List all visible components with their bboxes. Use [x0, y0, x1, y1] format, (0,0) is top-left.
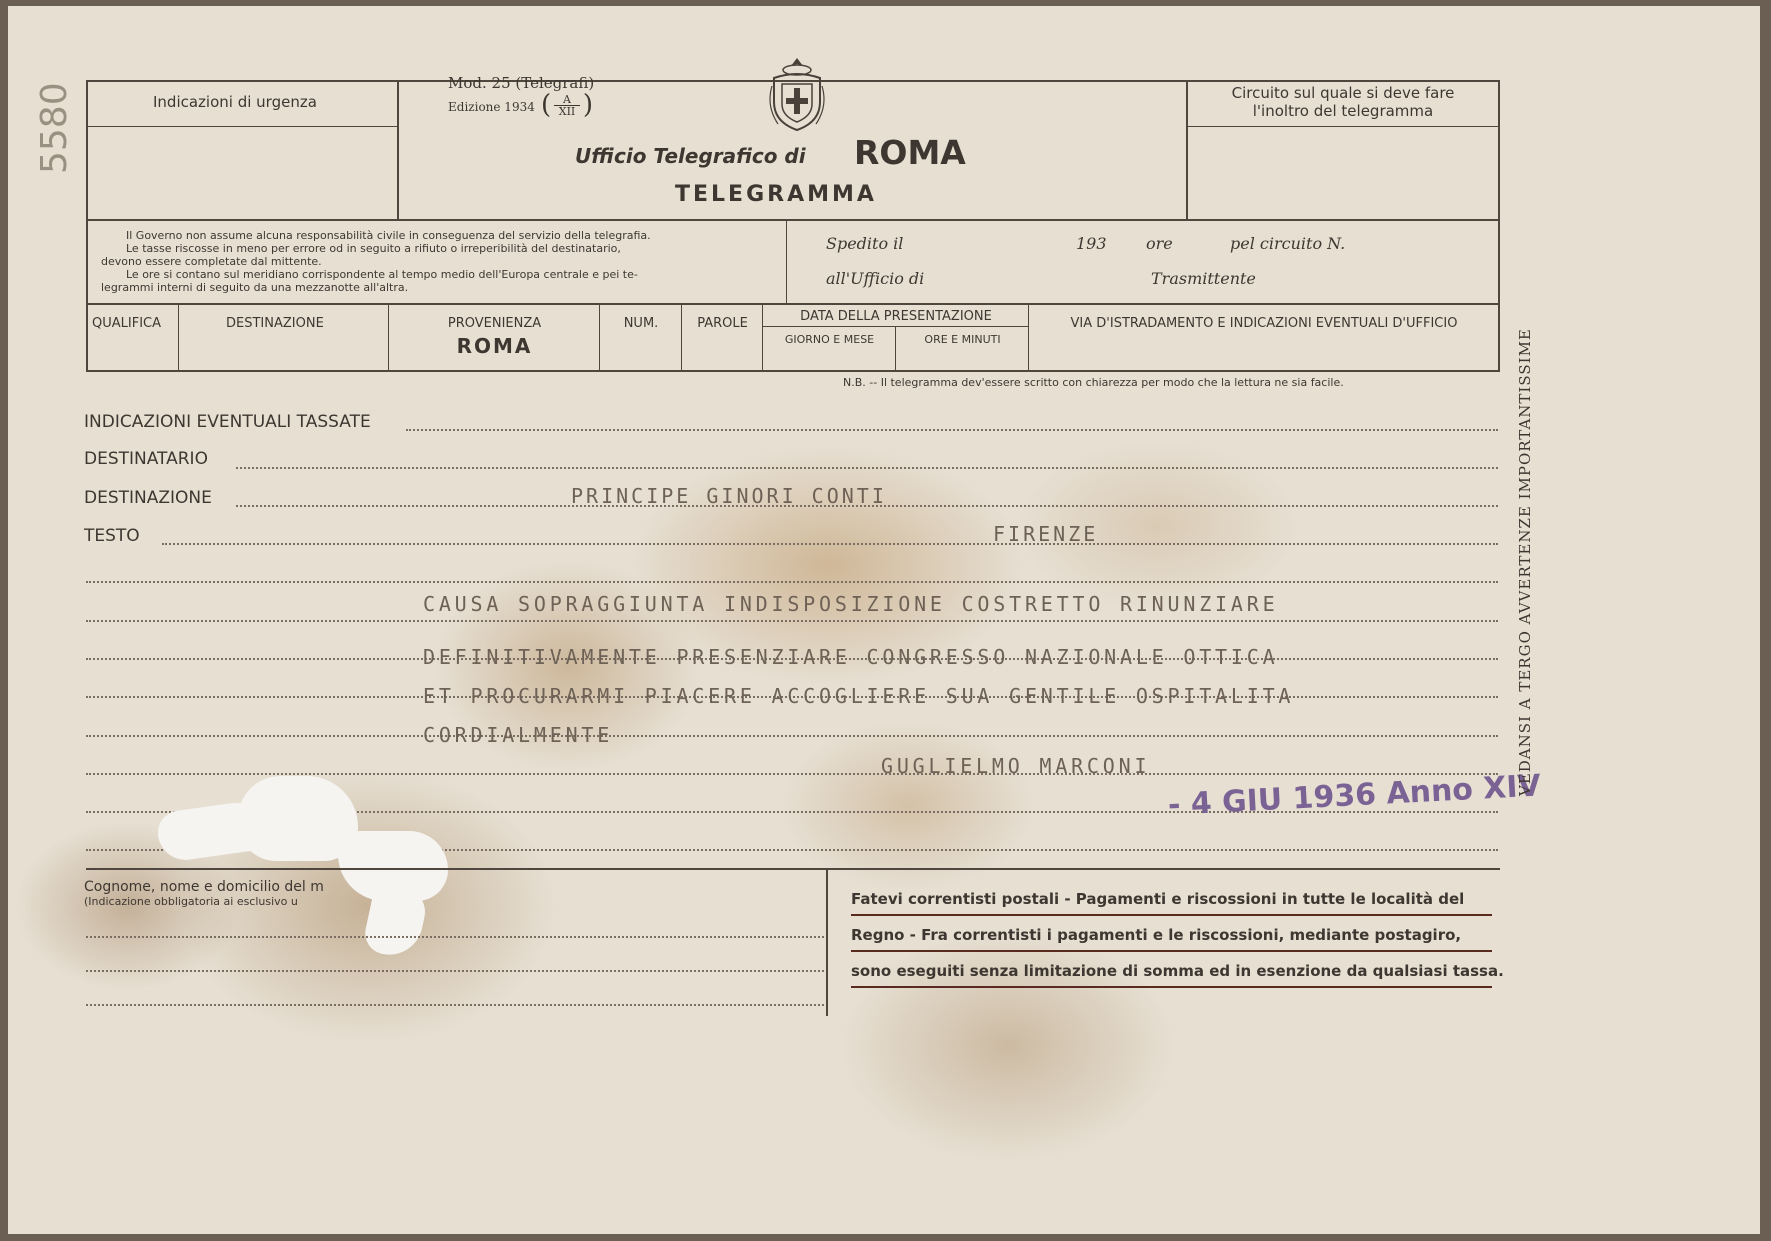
circuit-line-2: l'inoltro del telegramma	[1252, 102, 1434, 120]
text-line-1	[86, 581, 1498, 583]
sender-sub: (Indicazione obbligatoria ai esclusivo u	[84, 895, 298, 908]
ad-rule-2	[851, 950, 1492, 952]
field-destinazione: DESTINAZIONE	[84, 488, 212, 508]
ad-line-1: Fatevi correntisti postali - Pagamenti e riscossioni in tutte le località del	[851, 890, 1465, 908]
coat-of-arms-icon	[768, 56, 826, 134]
disclaimer-line-1: Il Governo non assume alcuna responsabilità civile in conseguenza del servizio della telegrafia.	[126, 229, 651, 242]
sent-label: Spedito il	[826, 234, 904, 253]
col-qualifica: QUALIFICA	[92, 316, 161, 331]
ad-rule-1	[851, 914, 1492, 916]
typed-line-1: CAUSA SOPRAGGIUNTA INDISPOSIZIONE COSTRETTO RINUNZIARE	[423, 592, 1279, 616]
col-provenienza: PROVENIENZA	[447, 316, 542, 331]
legibility-note: N.B. -- Il telegramma dev'essere scritto con chiarezza per modo che la lettura ne sia facile.	[843, 376, 1344, 389]
col-parole: PAROLE	[697, 316, 748, 331]
edition-fraction: ( A XII )	[541, 90, 593, 120]
line-destinatario	[236, 467, 1498, 469]
archive-number: 5580	[34, 82, 75, 174]
edition-fraction-top: A	[554, 94, 580, 106]
hour-label: ore	[1146, 234, 1173, 253]
sender-label: Cognome, nome e domicilio del m	[84, 879, 324, 895]
edition-fraction-bottom: XII	[558, 105, 576, 118]
field-indicazioni: INDICAZIONI EVENTUALI TASSATE	[84, 412, 371, 432]
col-sep-6	[1028, 305, 1029, 370]
col-sep-1	[178, 305, 179, 370]
date-stamp: - 4 GIU 1936 Anno XIV	[1167, 768, 1542, 823]
typed-recipient: PRINCIPE GINORI CONTI	[571, 484, 887, 508]
columns-top-line	[86, 303, 1500, 305]
office-label: all'Ufficio di	[826, 269, 925, 288]
typed-signature: GUGLIELMO MARCONI	[881, 754, 1151, 778]
line-indicazioni	[406, 429, 1498, 431]
circuit-line-1: Circuito sul quale si deve fare	[1231, 84, 1455, 102]
telegram-form	[8, 6, 1760, 1234]
disclaimer-line-4: Le ore si contano sul meridiano corrispondente al tempo medio dell'Europa centrale e pei te-	[126, 268, 638, 281]
disclaimer-line-3: devono essere completate dal mittente.	[101, 255, 322, 268]
text-line-5	[86, 735, 1498, 737]
field-destinatario: DESTINATARIO	[84, 449, 208, 469]
model-number: Mod. 25 (Telegrafi)	[448, 74, 595, 92]
sender-line-3	[86, 1004, 824, 1006]
sender-divider	[826, 868, 828, 1016]
circuit-number-label: pel circuito N.	[1230, 234, 1346, 253]
provenienza-value: ROMA	[456, 334, 533, 358]
col-sep-2	[388, 305, 389, 370]
header-right-line	[1498, 80, 1500, 372]
line-testo	[162, 543, 1498, 545]
col-sep-3	[599, 305, 600, 370]
col-data-presentazione: DATA DELLA PRESENTAZIONE	[800, 309, 992, 324]
typed-city: FIRENZE	[993, 522, 1099, 546]
urgency-box-divider	[397, 80, 399, 220]
col-num: NUM.	[623, 316, 659, 331]
circuit-box-rule	[1188, 126, 1498, 127]
text-line-2	[86, 620, 1498, 622]
columns-bottom-line	[86, 370, 1500, 372]
col-ore-minuti: ORE E MINUTI	[924, 333, 1001, 346]
ad-line-3: sono eseguiti senza limitazione di somma ed in esenzione da qualsiasi tassa.	[851, 962, 1504, 980]
header-left-line	[86, 80, 88, 372]
disclaimer-line-5: legrammi interni di seguito da una mezzanotte all'altra.	[101, 281, 409, 294]
typed-line-3: ET PROCURARMI PIACERE ACCOGLIERE SUA GENTILE OSPITALITA	[423, 684, 1295, 708]
disclaimer-divider	[786, 221, 787, 303]
typed-line-4: CORDIALMENTE	[423, 723, 614, 747]
ad-rule-3	[851, 986, 1492, 988]
col-sep-date	[895, 326, 896, 370]
document-title: TELEGRAMMA	[675, 182, 877, 207]
col-giorno-mese: GIORNO E MESE	[784, 333, 875, 346]
field-testo: TESTO	[84, 526, 140, 546]
edition: Edizione 1934	[448, 100, 535, 114]
side-note: VEDANSI A TERGO AVVERTENZE IMPORTANTISSIME	[1516, 328, 1534, 796]
typed-line-2: DEFINITIVAMENTE PRESENZIARE CONGRESSO NAZIONALE OTTICA	[423, 645, 1279, 669]
text-line-6	[86, 773, 1498, 775]
office-city: ROMA	[854, 133, 966, 172]
col-sep-5	[762, 305, 763, 370]
office-prefix: Ufficio Telegrafico di	[575, 144, 806, 168]
circuit-box-divider	[1186, 80, 1188, 220]
sender-top-line	[86, 868, 1500, 870]
sender-line-2	[86, 970, 824, 972]
urgency-box-rule	[88, 126, 397, 127]
col-via: VIA D'ISTRADAMENTO E INDICAZIONI EVENTUALI D'UFFICIO	[1070, 316, 1458, 331]
disclaimer-line-2: Le tasse riscosse in meno per errore od in seguito a rifiuto o irreperibilità del destinatario,	[126, 242, 621, 255]
urgency-label: Indicazioni di urgenza	[153, 93, 317, 111]
transmitter-label: Trasmittente	[1151, 269, 1256, 288]
col-destinazione: DESTINAZIONE	[226, 316, 324, 331]
year-label: 193	[1076, 234, 1107, 253]
sender-line-1	[86, 936, 824, 938]
ad-line-2: Regno - Fra correntisti i pagamenti e le riscossioni, mediante postagiro,	[851, 926, 1462, 944]
col-sep-4	[681, 305, 682, 370]
disclaimer-top-line	[86, 219, 1500, 221]
